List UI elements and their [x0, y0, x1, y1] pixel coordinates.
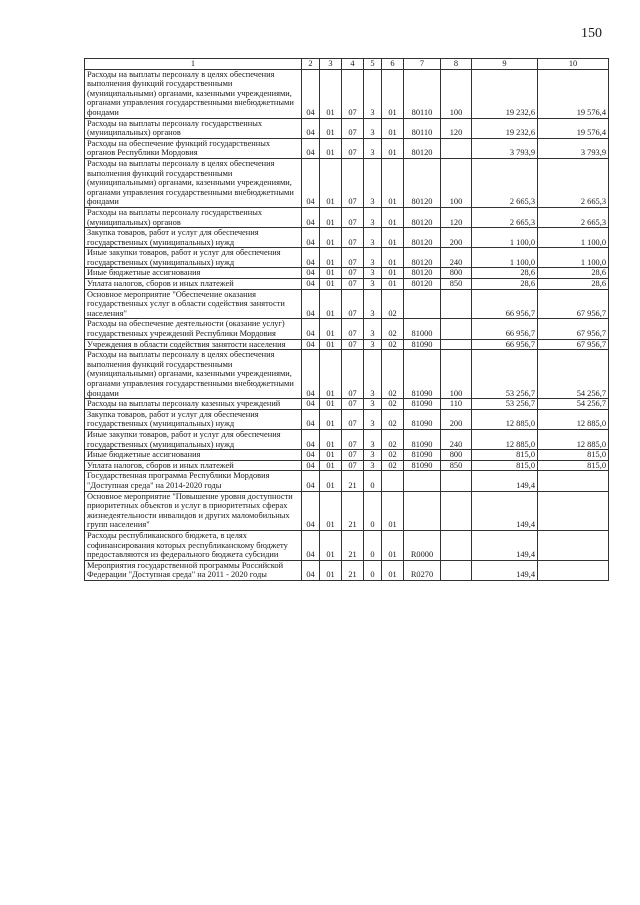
- code-cell: 3: [364, 409, 382, 429]
- code-cell: 80120: [404, 268, 441, 279]
- code-cell: 02: [382, 409, 404, 429]
- code-cell: 01: [382, 268, 404, 279]
- expense-name-cell: Уплата налогов, сборов и иных платежей: [85, 460, 302, 471]
- expense-name-cell: Государственная программа Республики Мордовия "Доступная среда" на 2014-2020 годы: [85, 471, 302, 491]
- table-row: [85, 279, 609, 290]
- table-row: [85, 399, 609, 410]
- code-cell: 07: [342, 450, 364, 461]
- table-row: [85, 289, 609, 319]
- code-cell: [404, 471, 441, 491]
- code-cell: 04: [302, 530, 320, 560]
- expense-name-cell: Расходы на выплаты персоналу государственных (муниципальных) органов: [85, 207, 302, 227]
- expense-name-cell: Иные бюджетные ассигнования: [85, 450, 302, 461]
- expense-name-cell: Иные бюджетные ассигнования: [85, 268, 302, 279]
- code-cell: 07: [342, 289, 364, 319]
- expense-name-cell: Расходы республиканского бюджета, в целях софинансирования которых республиканскому бюджету предоставляются из федерального бюджета субсидии: [85, 530, 302, 560]
- amount-cell: [538, 560, 609, 580]
- code-cell: [441, 339, 472, 350]
- amount-cell: 67 956,7: [538, 319, 609, 339]
- table-row: [85, 268, 609, 279]
- amount-cell: 3 793,9: [472, 138, 538, 158]
- code-cell: 07: [342, 409, 364, 429]
- code-cell: 01: [382, 279, 404, 290]
- code-cell: 200: [441, 228, 472, 248]
- code-cell: 01: [320, 429, 342, 449]
- code-cell: 07: [342, 228, 364, 248]
- code-cell: [441, 471, 472, 491]
- code-cell: 04: [302, 560, 320, 580]
- code-cell: 01: [320, 471, 342, 491]
- code-cell: 800: [441, 450, 472, 461]
- amount-cell: 3 793,9: [538, 138, 609, 158]
- amount-cell: 67 956,7: [538, 339, 609, 350]
- code-cell: 07: [342, 207, 364, 227]
- code-cell: 200: [441, 409, 472, 429]
- amount-cell: 815,0: [472, 450, 538, 461]
- code-cell: 81090: [404, 429, 441, 449]
- expense-name-cell: Иные закупки товаров, работ и услуг для обеспечения государственных (муниципальных) нужд: [85, 429, 302, 449]
- code-cell: 04: [302, 289, 320, 319]
- code-cell: 81090: [404, 460, 441, 471]
- expense-name-cell: Расходы на выплаты персоналу в целях обеспечения выполнения функций государственными (муниципальными) органами, казенными учреждениями, органами управления государственными внебюджетными фондами: [85, 158, 302, 207]
- code-cell: 01: [320, 248, 342, 268]
- expense-name-cell: Иные закупки товаров, работ и услуг для обеспечения государственных (муниципальных) нужд: [85, 248, 302, 268]
- code-cell: 04: [302, 138, 320, 158]
- code-cell: 120: [441, 118, 472, 138]
- code-cell: 04: [302, 350, 320, 399]
- code-cell: 04: [302, 118, 320, 138]
- code-cell: 850: [441, 460, 472, 471]
- code-cell: 850: [441, 279, 472, 290]
- amount-cell: [538, 491, 609, 530]
- code-cell: 100: [441, 69, 472, 118]
- code-cell: 01: [320, 530, 342, 560]
- code-cell: 07: [342, 319, 364, 339]
- expense-name-cell: Учреждения в области содействия занятости населения: [85, 339, 302, 350]
- amount-cell: 149,4: [472, 491, 538, 530]
- table-row: [85, 207, 609, 227]
- amount-cell: 54 256,7: [538, 399, 609, 410]
- expense-name-cell: Расходы на выплаты персоналу в целях обеспечения выполнения функций государственными (муниципальными) органами, казенными учреждениями, органами управления государственными внебюджетными фондами: [85, 69, 302, 118]
- column-header: 4: [342, 59, 364, 70]
- code-cell: 04: [302, 319, 320, 339]
- code-cell: 04: [302, 279, 320, 290]
- table-row: [85, 460, 609, 471]
- amount-cell: 1 100,0: [538, 228, 609, 248]
- code-cell: 04: [302, 409, 320, 429]
- code-cell: 02: [382, 319, 404, 339]
- code-cell: 04: [302, 69, 320, 118]
- code-cell: 240: [441, 248, 472, 268]
- code-cell: 100: [441, 350, 472, 399]
- amount-cell: 54 256,7: [538, 350, 609, 399]
- amount-cell: 66 956,7: [472, 339, 538, 350]
- expense-name-cell: Расходы на выплаты персоналу в целях обеспечения выполнения функций государственными (муниципальными) органами, казенными учреждениями, органами управления государственными внебюджетными фондами: [85, 350, 302, 399]
- amount-cell: 28,6: [538, 279, 609, 290]
- amount-cell: 19 576,4: [538, 118, 609, 138]
- code-cell: 3: [364, 319, 382, 339]
- code-cell: 3: [364, 268, 382, 279]
- amount-cell: 1 100,0: [538, 248, 609, 268]
- amount-cell: 28,6: [538, 268, 609, 279]
- table-row: [85, 118, 609, 138]
- code-cell: 80120: [404, 158, 441, 207]
- code-cell: 04: [302, 158, 320, 207]
- amount-cell: 53 256,7: [472, 350, 538, 399]
- expense-name-cell: Расходы на выплаты персоналу казенных учреждений: [85, 399, 302, 410]
- amount-cell: 12 885,0: [472, 429, 538, 449]
- code-cell: 0: [364, 530, 382, 560]
- code-cell: 04: [302, 207, 320, 227]
- amount-cell: 149,4: [472, 530, 538, 560]
- amount-cell: 66 956,7: [472, 319, 538, 339]
- table-row: [85, 409, 609, 429]
- code-cell: 07: [342, 268, 364, 279]
- code-cell: 0: [364, 560, 382, 580]
- code-cell: 04: [302, 228, 320, 248]
- code-cell: 01: [320, 118, 342, 138]
- code-cell: 01: [382, 158, 404, 207]
- table-row: [85, 138, 609, 158]
- code-cell: 07: [342, 69, 364, 118]
- code-cell: [404, 289, 441, 319]
- code-cell: 81090: [404, 399, 441, 410]
- code-cell: 80120: [404, 279, 441, 290]
- code-cell: 01: [320, 450, 342, 461]
- expense-name-cell: Закупка товаров, работ и услуг для обеспечения государственных (муниципальных) нужд: [85, 409, 302, 429]
- table-row: [85, 350, 609, 399]
- code-cell: 21: [342, 530, 364, 560]
- code-cell: 04: [302, 471, 320, 491]
- code-cell: 01: [320, 350, 342, 399]
- table-row: [85, 429, 609, 449]
- code-cell: [382, 471, 404, 491]
- code-cell: 07: [342, 279, 364, 290]
- code-cell: 01: [382, 69, 404, 118]
- column-header: 2: [302, 59, 320, 70]
- code-cell: 3: [364, 158, 382, 207]
- code-cell: 04: [302, 491, 320, 530]
- code-cell: 01: [320, 69, 342, 118]
- column-header: 10: [538, 59, 609, 70]
- code-cell: 01: [320, 319, 342, 339]
- code-cell: 01: [320, 207, 342, 227]
- column-header: 9: [472, 59, 538, 70]
- code-cell: 3: [364, 429, 382, 449]
- code-cell: 3: [364, 207, 382, 227]
- code-cell: 3: [364, 228, 382, 248]
- amount-cell: 28,6: [472, 279, 538, 290]
- code-cell: 240: [441, 429, 472, 449]
- code-cell: 3: [364, 460, 382, 471]
- amount-cell: 53 256,7: [472, 399, 538, 410]
- code-cell: 81090: [404, 409, 441, 429]
- code-cell: 80120: [404, 228, 441, 248]
- code-cell: 81090: [404, 450, 441, 461]
- code-cell: 02: [382, 460, 404, 471]
- code-cell: 07: [342, 399, 364, 410]
- code-cell: [441, 289, 472, 319]
- code-cell: 81090: [404, 339, 441, 350]
- amount-cell: 1 100,0: [472, 228, 538, 248]
- code-cell: 04: [302, 268, 320, 279]
- code-cell: 21: [342, 471, 364, 491]
- code-cell: 01: [320, 138, 342, 158]
- code-cell: 3: [364, 69, 382, 118]
- code-cell: 04: [302, 450, 320, 461]
- code-cell: 01: [320, 399, 342, 410]
- code-cell: 02: [382, 350, 404, 399]
- table-row: [85, 491, 609, 530]
- amount-cell: [538, 530, 609, 560]
- code-cell: 07: [342, 350, 364, 399]
- code-cell: 80120: [404, 248, 441, 268]
- amount-cell: 815,0: [538, 450, 609, 461]
- code-cell: 0: [364, 471, 382, 491]
- code-cell: 01: [320, 409, 342, 429]
- column-header: 8: [441, 59, 472, 70]
- amount-cell: 815,0: [472, 460, 538, 471]
- amount-cell: 2 665,3: [538, 158, 609, 207]
- amount-cell: 12 885,0: [538, 409, 609, 429]
- code-cell: 01: [320, 279, 342, 290]
- code-cell: 01: [320, 560, 342, 580]
- code-cell: 80120: [404, 138, 441, 158]
- code-cell: 01: [382, 248, 404, 268]
- code-cell: 07: [342, 248, 364, 268]
- code-cell: 01: [320, 228, 342, 248]
- amount-cell: 2 665,3: [472, 207, 538, 227]
- amount-cell: 149,4: [472, 560, 538, 580]
- code-cell: [441, 491, 472, 530]
- code-cell: 04: [302, 429, 320, 449]
- code-cell: 3: [364, 118, 382, 138]
- code-cell: 80120: [404, 207, 441, 227]
- expense-name-cell: Расходы на обеспечение функций государственных органов Республики Мордовия: [85, 138, 302, 158]
- code-cell: [441, 560, 472, 580]
- code-cell: 07: [342, 158, 364, 207]
- amount-cell: 67 956,7: [538, 289, 609, 319]
- table-row: [85, 69, 609, 118]
- code-cell: R0270: [404, 560, 441, 580]
- code-cell: 21: [342, 491, 364, 530]
- column-header: 3: [320, 59, 342, 70]
- code-cell: 0: [364, 491, 382, 530]
- amount-cell: 28,6: [472, 268, 538, 279]
- code-cell: 01: [320, 268, 342, 279]
- table-row: [85, 560, 609, 580]
- code-cell: R0000: [404, 530, 441, 560]
- expense-name-cell: Основное мероприятие "Обеспечение оказания государственных услуг в области содействия занятости населения": [85, 289, 302, 319]
- code-cell: 07: [342, 118, 364, 138]
- code-cell: 02: [382, 429, 404, 449]
- code-cell: 81000: [404, 319, 441, 339]
- table-row: [85, 450, 609, 461]
- code-cell: 3: [364, 450, 382, 461]
- code-cell: 07: [342, 339, 364, 350]
- code-cell: 01: [382, 207, 404, 227]
- column-header: 5: [364, 59, 382, 70]
- code-cell: 01: [320, 460, 342, 471]
- expense-name-cell: Закупка товаров, работ и услуг для обеспечения государственных (муниципальных) нужд: [85, 228, 302, 248]
- code-cell: [441, 138, 472, 158]
- table-row: [85, 471, 609, 491]
- amount-cell: 1 100,0: [472, 248, 538, 268]
- amount-cell: 2 665,3: [472, 158, 538, 207]
- code-cell: 80110: [404, 118, 441, 138]
- code-cell: 04: [302, 248, 320, 268]
- code-cell: 3: [364, 138, 382, 158]
- code-cell: 02: [382, 339, 404, 350]
- code-cell: 01: [382, 118, 404, 138]
- table-row: [85, 228, 609, 248]
- code-cell: 01: [320, 339, 342, 350]
- code-cell: 07: [342, 429, 364, 449]
- table-row: [85, 339, 609, 350]
- code-cell: 04: [302, 399, 320, 410]
- column-header: 1: [85, 59, 302, 70]
- amount-cell: 815,0: [538, 460, 609, 471]
- code-cell: 110: [441, 399, 472, 410]
- code-cell: 07: [342, 138, 364, 158]
- code-cell: 01: [320, 491, 342, 530]
- amount-cell: 2 665,3: [538, 207, 609, 227]
- table-row: [85, 248, 609, 268]
- expense-name-cell: Расходы на обеспечение деятельности (оказание услуг) государственных учреждений Республики Мордовия: [85, 319, 302, 339]
- amount-cell: 66 956,7: [472, 289, 538, 319]
- column-header: 7: [404, 59, 441, 70]
- code-cell: [441, 319, 472, 339]
- column-header: 6: [382, 59, 404, 70]
- table-row: [85, 158, 609, 207]
- code-cell: 3: [364, 339, 382, 350]
- amount-cell: 19 232,6: [472, 69, 538, 118]
- code-cell: 3: [364, 350, 382, 399]
- amount-cell: [538, 471, 609, 491]
- code-cell: 01: [382, 228, 404, 248]
- code-cell: 04: [302, 339, 320, 350]
- code-cell: 3: [364, 248, 382, 268]
- amount-cell: 19 576,4: [538, 69, 609, 118]
- amount-cell: 19 232,6: [472, 118, 538, 138]
- code-cell: 01: [320, 289, 342, 319]
- code-cell: 120: [441, 207, 472, 227]
- budget-table: [84, 58, 609, 581]
- code-cell: 02: [382, 399, 404, 410]
- code-cell: 01: [382, 560, 404, 580]
- code-cell: 01: [382, 138, 404, 158]
- code-cell: 01: [382, 530, 404, 560]
- code-cell: 07: [342, 460, 364, 471]
- code-cell: 100: [441, 158, 472, 207]
- code-cell: 04: [302, 460, 320, 471]
- code-cell: 02: [382, 289, 404, 319]
- amount-cell: 12 885,0: [538, 429, 609, 449]
- expense-name-cell: Мероприятия государственной программы Российской Федерации "Доступная среда" на 2011 - 2020 годы: [85, 560, 302, 580]
- table-row: [85, 319, 609, 339]
- page-number: 150: [581, 26, 602, 41]
- code-cell: [404, 491, 441, 530]
- code-cell: 800: [441, 268, 472, 279]
- amount-cell: 12 885,0: [472, 409, 538, 429]
- code-cell: 21: [342, 560, 364, 580]
- table-header-row: [85, 59, 609, 70]
- code-cell: 01: [320, 158, 342, 207]
- code-cell: 3: [364, 289, 382, 319]
- code-cell: 3: [364, 399, 382, 410]
- expense-name-cell: Уплата налогов, сборов и иных платежей: [85, 279, 302, 290]
- code-cell: 01: [382, 491, 404, 530]
- code-cell: 3: [364, 279, 382, 290]
- code-cell: 81090: [404, 350, 441, 399]
- code-cell: [441, 530, 472, 560]
- amount-cell: 149,4: [472, 471, 538, 491]
- expense-name-cell: Основное мероприятие "Повышение уровня доступности приоритетных объектов и услуг в приоритетных сферах жизнедеятельности инвалидов и других маломобильных групп населения": [85, 491, 302, 530]
- expense-name-cell: Расходы на выплаты персоналу государственных (муниципальных) органов: [85, 118, 302, 138]
- code-cell: 80110: [404, 69, 441, 118]
- table-row: [85, 530, 609, 560]
- code-cell: 02: [382, 450, 404, 461]
